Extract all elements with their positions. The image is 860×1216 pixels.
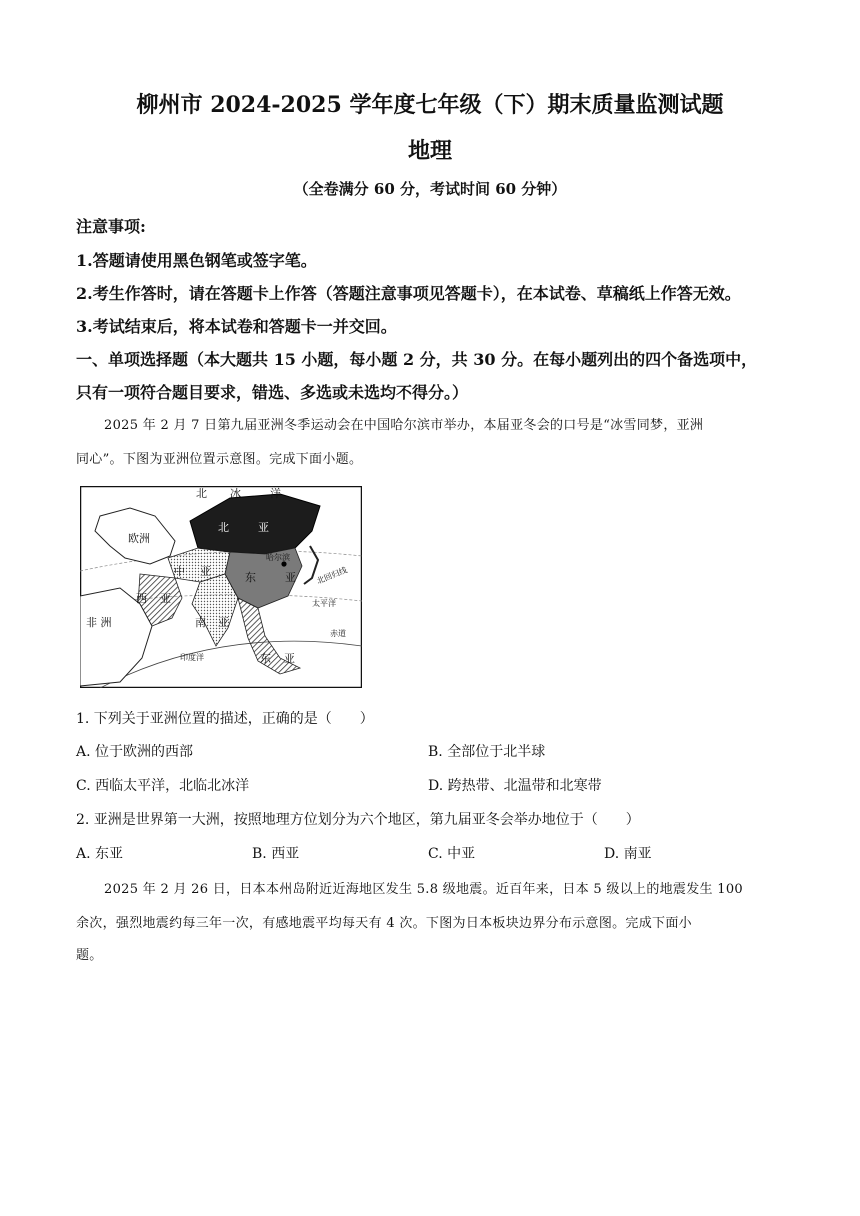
q2-option-a: A. 东亚 <box>76 846 124 862</box>
q1-option-b: B. 全部位于北半球 <box>428 744 546 760</box>
q2-option-c: C. 中亚 <box>428 846 476 862</box>
q1-option-a: A. 位于欧洲的西部 <box>76 744 194 760</box>
map-label: 冰 <box>230 487 241 500</box>
map-label: 非 洲 <box>86 616 112 629</box>
passage-text: 2025 年 2 月 26 日，日本本州岛附近近海地区发生 5.8 级地震。近百年来，日本 5 级以上的地震发生 100 <box>104 882 743 897</box>
question-1: 1. 下列关于亚洲位置的描述，正确的是（ ） <box>76 711 374 727</box>
map-label: 南 <box>195 616 206 629</box>
map-label: 西 <box>136 592 147 605</box>
note-item: 3.考试结束后，将本试卷和答题卡一并交回。 <box>76 317 397 336</box>
map-label: 北 <box>218 521 229 534</box>
notes-heading: 注意事项: <box>76 217 146 236</box>
map-label: 赤道 <box>330 629 346 638</box>
map-label: 太平洋 <box>312 599 336 608</box>
q1-option-d: D. 跨热带、北温带和北寒带 <box>428 778 602 794</box>
map-label: 印度洋 <box>180 653 204 662</box>
map-label: 哈尔滨 <box>266 553 290 562</box>
map-label: 亚 <box>160 592 171 605</box>
map-label: 北回归线 <box>315 565 349 586</box>
map-label: 东 <box>245 571 256 584</box>
map-label: 亚 <box>285 571 296 584</box>
map-label: 欧洲 <box>128 532 150 545</box>
note-item: 2.考生作答时，请在答题卡上作答（答题注意事项见答题卡），在本试卷、草稿纸上作答无效。 <box>76 284 741 303</box>
passage-text: 2025 年 2 月 7 日第九届亚洲冬季运动会在中国哈尔滨市举办，本届亚冬会的口号是“冰雪同梦，亚洲 <box>104 418 704 433</box>
question-2: 2. 亚洲是世界第一大洲，按照地理方位划分为六个地区，第九届亚冬会举办地位于（ ） <box>76 812 640 828</box>
section-heading-cont: 只有一项符合题目要求，错选、多选或未选均不得分。） <box>76 383 469 402</box>
asia-location-map <box>80 486 362 688</box>
harbin-marker <box>281 561 286 566</box>
map-label: 洋 <box>270 487 281 500</box>
exam-title: 柳州市 2024-2025 学年度七年级（下）期末质量监测试题 <box>136 92 724 118</box>
passage-text: 余次，强烈地震约每三年一次，有感地震平均每天有 4 次。下图为日本板块边界分布示意图。完成下面小 <box>76 916 692 931</box>
q1-option-c: C. 西临太平洋，北临北冰洋 <box>76 778 250 794</box>
map-label: 北 <box>196 487 207 500</box>
passage-text: 同心”。下图为亚洲位置示意图。完成下面小题。 <box>76 452 363 467</box>
map-label: 亚 <box>284 652 295 665</box>
section-heading: 一、单项选择题（本大题共 15 小题，每小题 2 分，共 30 分。在每小题列出的四个备选项中， <box>76 350 758 369</box>
map-label: 亚 <box>258 521 269 534</box>
exam-info: （全卷满分 60 分，考试时间 60 分钟） <box>293 180 567 198</box>
map-label: 中 <box>174 565 185 578</box>
map-label: 亚 <box>200 565 211 578</box>
q2-option-d: D. 南亚 <box>604 846 652 862</box>
map-label: 亚 <box>218 616 229 629</box>
subject-title: 地理 <box>407 138 452 164</box>
map-label: 东 <box>260 652 271 665</box>
passage-text: 题。 <box>76 948 103 963</box>
q2-option-b: B. 西亚 <box>252 846 300 862</box>
note-item: 1.答题请使用黑色钢笔或签字笔。 <box>76 251 317 270</box>
